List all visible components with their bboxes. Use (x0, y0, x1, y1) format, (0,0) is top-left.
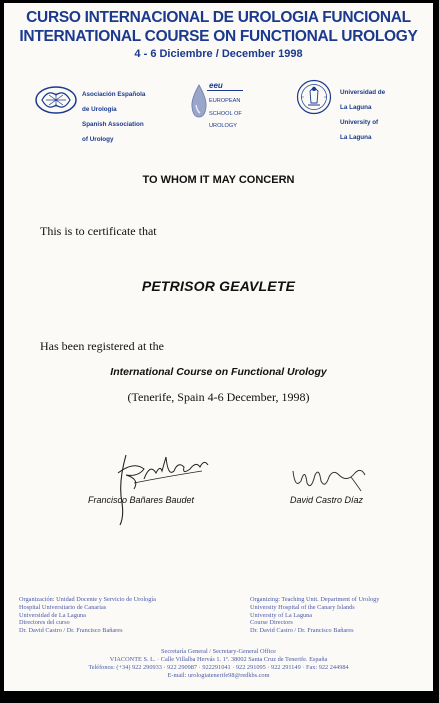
course-name: International Course on Functional Urology (110, 366, 327, 378)
drop-icon (189, 83, 209, 119)
certificate-heading: TO WHOM IT MAY CONCERN (142, 174, 295, 186)
course-title-english: INTERNATIONAL COURSE ON FUNCTIONAL UROLOGY (19, 28, 418, 45)
footer-organization-spanish: Organización: Unidad Docente y Servicio de Urología Hospital Universitario de Canarias Universidad de La Laguna Directores del curso Dr. David Castro / Dr. Francisco Bañares (19, 596, 156, 635)
european-school-text: EUROPEAN SCHOOL OF UROLOGY (209, 98, 242, 130)
footer-secretary: Secretaría General / Secretary-General Office VIACONTE S. L. · Calle Villalba Hervás 1. 1º. 38002 Santa Cruz de Tenerife. España Teléfonos: (+34) 922 290933 · 922 290987 · 922291041 · 922 291095 · 922 291149 · Fax: 922 244984 E-mail: urologiatenerife98@redkbs.com (88, 648, 349, 679)
university-text: Universidad de La Laguna University of La Laguna (340, 88, 386, 141)
signatory-left-name: Francisco Bañares Baudet (88, 495, 195, 505)
registration-statement: Has been registered at the (40, 339, 164, 353)
signature-castro (289, 461, 369, 495)
certificate-sheet (4, 3, 433, 691)
european-school-urology-logo (189, 81, 245, 130)
eeu-divider (207, 90, 243, 91)
course-title-spanish: CURSO INTERNACIONAL DE UROLOGIA FUNCIONAL (26, 9, 411, 26)
eeu-mark: eeu (209, 81, 223, 90)
university-la-laguna-seal (296, 79, 332, 120)
signatory-right-name: David Castro Díaz (290, 495, 364, 505)
university-seal-icon (296, 79, 332, 115)
recipient-name: PETRISOR GEAVLETE (141, 278, 296, 294)
certificate-intro: This is to certificate that (40, 224, 157, 238)
course-dates: 4 - 6 Diciembre / December 1998 (134, 48, 303, 60)
spanish-association-text: Asociación Española de Urología Spanish Association of Urology (82, 90, 146, 143)
kidney-emblem-icon (34, 85, 78, 115)
footer-organization-english: Organizing: Teaching Unit. Department of Urology University Hospital of the Canary Islands University of La Laguna Course Directors Dr. David Castro / Dr. Francisco Bañares (250, 596, 380, 635)
course-location-dates: (Tenerife, Spain 4-6 December, 1998) (127, 390, 310, 404)
spanish-urology-association-logo (34, 85, 78, 120)
signature-bañares (104, 443, 224, 528)
